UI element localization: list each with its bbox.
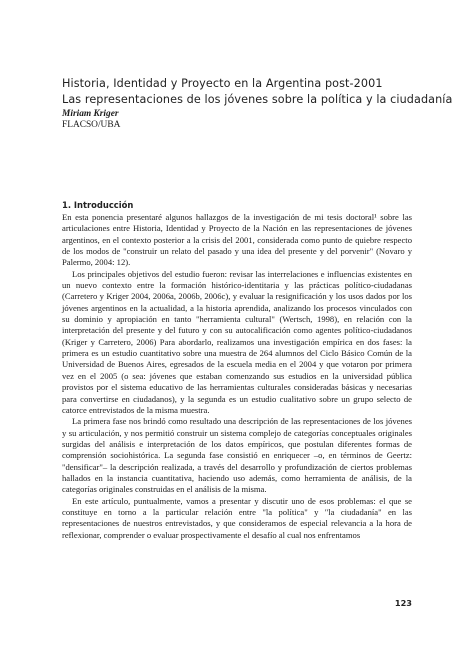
page-number: 123 [394,598,412,608]
paragraph-4: En este artículo, puntualmente, vamos a presentar y discutir uno de esos problemas: el que se constituye en torno a la particular relación entre "la política" y "la ciudadanía" en las representaciones de nuestros entrevistados, y que consideramos de especial relevancia a la hora de reflexionar, comprender o evaluar prospectivamente el desafío al cual nos enfrentamos [62,495,412,540]
article-header [62,76,453,131]
article-body [62,212,412,541]
paragraph-1: En esta ponencia presentaré algunos hallazgos de la investigación de mi tesis doctoral¹ sobre las articulaciones entre Historia, Identidad y Proyecto de la Nación en las representaciones de jóvenes argentinos, en el contexto posterior a la crisis del 2001, considerada como punto de quiebre respecto de los modos de "construir un relato del pasado y una idea del presente y del porvenir" (Novaro y Palermo, 2004: 12). [62,212,412,268]
paragraph-3: La primera fase nos brindó como resultado una descripción de las representaciones de los jóvenes y su articulación, y nos permitió construir un sistema complejo de categorías conceptuales originales surgidas del análisis e interpretación de los datos empíricos, que postulan diferentes formas de comprensión sociohistórica. La segunda fase consistió en enriquecer –o, en términos de Geertz: "densificar"– la descripción realizada, a través del desarrollo y profundización de ciertos problemas hallados en la instancia cuantitativa, haciendo uso además, como herramienta de análisis, de la categorías originales construidas en el análisis de la misma. [62,416,412,495]
article-title-line-2: Las representaciones de los jóvenes sobre la política y la ciudadanía [62,93,453,106]
article-title-line-1: Historia, Identidad y Proyecto en la Argentina post-2001 [62,77,383,90]
section-heading: 1. Introducción [62,200,134,210]
author-name: Miriam Kriger [62,109,119,119]
paragraph-2: Los principales objetivos del estudio fueron: revisar las interrelaciones e influencias existentes en un nuevo contexto entre la formación histórico-identitaria y las prácticas político-ciudadanas (Carretero y Kriger 2004, 2006a, 2006b, 2006c), y evaluar la resignificación y los usos dados por los jóvenes argentinos en la actualidad, a la historia aprendida, analizando los procesos vinculados con su dominio y apropiación en tanto "herramienta cultural" (Wertsch, 1998), en relación con la interpretación del presente y del futuro y con su autocalificación como agentes político-ciudadanos (Kriger y Carretero, 2006) Para abordarlo, realizamos una investigación empírica en dos fases: la primera es un estudio cuantitativo sobre una muestra de 264 alumnos del Ciclo Básico Común de la Universidad de Buenos Aires, egresados de la escuela media en el 2004 y que votaron por primera vez en el 2005 (o sea: jóvenes que estaban comenzando sus estudios en la universidad pública provistos por el sistema educativo de las herramientas culturales consideradas básicas y necesarias para convertirse en ciudadanos), y la segunda es un estudio cualitativo sobre un grupo selecto de catorce entrevistados de la misma muestra. [62,268,412,415]
author-affiliation: FLACSO/UBA [62,120,121,130]
